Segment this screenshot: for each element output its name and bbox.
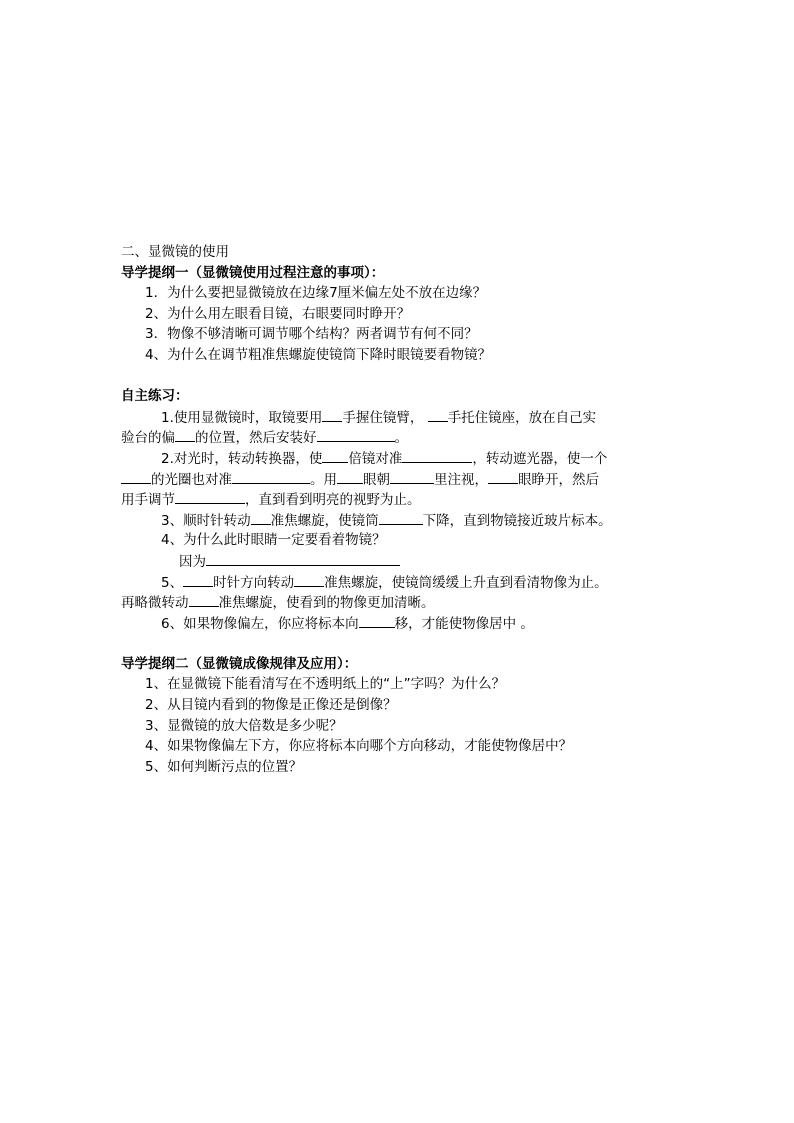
q6-text-a: 6、如果物像偏左，你应将标本向 (161, 615, 359, 632)
fill-blank[interactable] (337, 469, 363, 484)
q2-text-c: ，转动遮光器，使一个 (472, 450, 608, 467)
q1-text-e: 的位置，然后安装好 (195, 430, 317, 447)
fill-blank[interactable] (294, 572, 324, 587)
q5-text-b: 时针方向转动 (213, 574, 295, 591)
q1-text-b: 手握住镜臂， (342, 409, 424, 426)
practice-q6 (121, 613, 681, 634)
outline2-item-1: 1、在显微镜下能看清写在不透明纸上的“上”字吗？为什么？ (145, 676, 506, 693)
fill-blank[interactable] (232, 469, 310, 484)
q6-text-b: 移，才能使物像居中 。 (394, 615, 534, 632)
q3-text-c: 下降，直到物镜接近玻片标本。 (422, 512, 612, 529)
practice-q4: 4、为什么此时眼睛一定要看着物镜？ (161, 532, 386, 549)
spacer (121, 366, 681, 387)
fill-blank[interactable] (189, 592, 219, 607)
q1-text-c: 手托住镜座，放在自己实 (447, 409, 597, 426)
q2-text-h: 眼睁开，然后 (518, 471, 599, 488)
practice-q5-line1 (121, 572, 681, 593)
q2-text-f: 眼朝 (363, 471, 390, 488)
spacer (121, 633, 681, 654)
q4-text-b: 因为 (179, 553, 206, 570)
outline1-item-2: 2、为什么用左眼看目镜，右眼要同时睁开？ (145, 305, 411, 322)
outline2-item-2: 2、从目镜内看到的物像是正像还是倒像？ (145, 697, 397, 714)
q5-text-d: 再略微转动 (121, 595, 189, 612)
q5-text-e: 准焦螺旋，使看到的物像更加清晰。 (218, 595, 435, 612)
section-title: 二、显微镜的使用 (121, 244, 229, 260)
fill-blank[interactable] (390, 469, 434, 484)
answer-blank[interactable] (206, 551, 400, 566)
practice-q2-line2 (121, 469, 681, 490)
fill-blank[interactable] (322, 407, 342, 422)
fill-blank[interactable] (322, 448, 348, 463)
outline1-item-1: 1．为什么要把显微镜放在边缘7厘米偏左处不放在边缘？ (145, 285, 487, 302)
q2-text-i: 用手调节 (121, 492, 175, 509)
fill-blank[interactable] (402, 448, 472, 463)
practice-q5-line2 (121, 592, 681, 613)
q2-text-d: 的光圈也对准 (151, 471, 232, 488)
practice-q4-answer-line (121, 551, 681, 572)
fill-blank[interactable] (183, 572, 213, 587)
q5-text-a: 5、 (161, 574, 184, 591)
q1-text-d: 验台的偏 (121, 430, 175, 447)
practice-q2-line3 (121, 489, 681, 510)
fill-blank[interactable] (175, 489, 245, 504)
q2-text-g: 里注视， (434, 471, 488, 488)
practice-q2-line1 (121, 448, 681, 469)
outline2-item-4: 4、如果物像偏左下方，你应将标本向哪个方向移动，才能使物像居中？ (145, 738, 573, 755)
practice-q3 (121, 510, 681, 531)
q2-text-e: 。用 (310, 471, 337, 488)
outline2-item-5: 5、如何判断污点的位置？ (145, 758, 303, 775)
outline2-heading: 导学提纲二（显微镜成像规律及应用）： (121, 655, 358, 672)
worksheet-page (121, 242, 681, 777)
fill-blank[interactable] (488, 469, 518, 484)
q2-text-j: ，直到看到明亮的视野为止。 (245, 492, 421, 509)
q5-text-c: 准焦螺旋，使镜筒缓缓上升直到看清物像为止。 (324, 574, 608, 591)
fill-blank[interactable] (251, 510, 271, 525)
outline1-item-3: 3．物像不够清晰可调节哪个结构？两者调节有何不同？ (145, 326, 478, 343)
fill-blank[interactable] (359, 613, 395, 628)
outline1-heading: 导学提纲一（显微镜使用过程注意的事项）： (121, 264, 385, 281)
fill-blank[interactable] (175, 427, 195, 442)
q2-text-a: 2.对光时，转动转换器，使 (161, 450, 323, 467)
practice-q1-line2 (121, 427, 681, 448)
outline2-item-3: 3、显微镜的放大倍数是多少呢？ (145, 717, 343, 734)
q3-text-a: 3、顺时针转动 (161, 512, 251, 529)
fill-blank[interactable] (121, 469, 151, 484)
practice-heading: 自主练习： (121, 388, 189, 405)
fill-blank[interactable] (317, 427, 395, 442)
outline1-item-4: 4、为什么在调节粗准焦螺旋使镜筒下降时眼镜要看物镜？ (145, 346, 492, 363)
q1-text-a: 1.使用显微镜时，取镜要用 (161, 409, 323, 426)
q1-text-f: 。 (394, 430, 408, 447)
fill-blank[interactable] (428, 407, 448, 422)
q2-text-b: 倍镜对准 (348, 450, 403, 467)
q3-text-b: 准焦螺旋，使镜筒 (270, 512, 379, 529)
fill-blank[interactable] (379, 510, 423, 525)
practice-q1-line1 (121, 407, 681, 428)
